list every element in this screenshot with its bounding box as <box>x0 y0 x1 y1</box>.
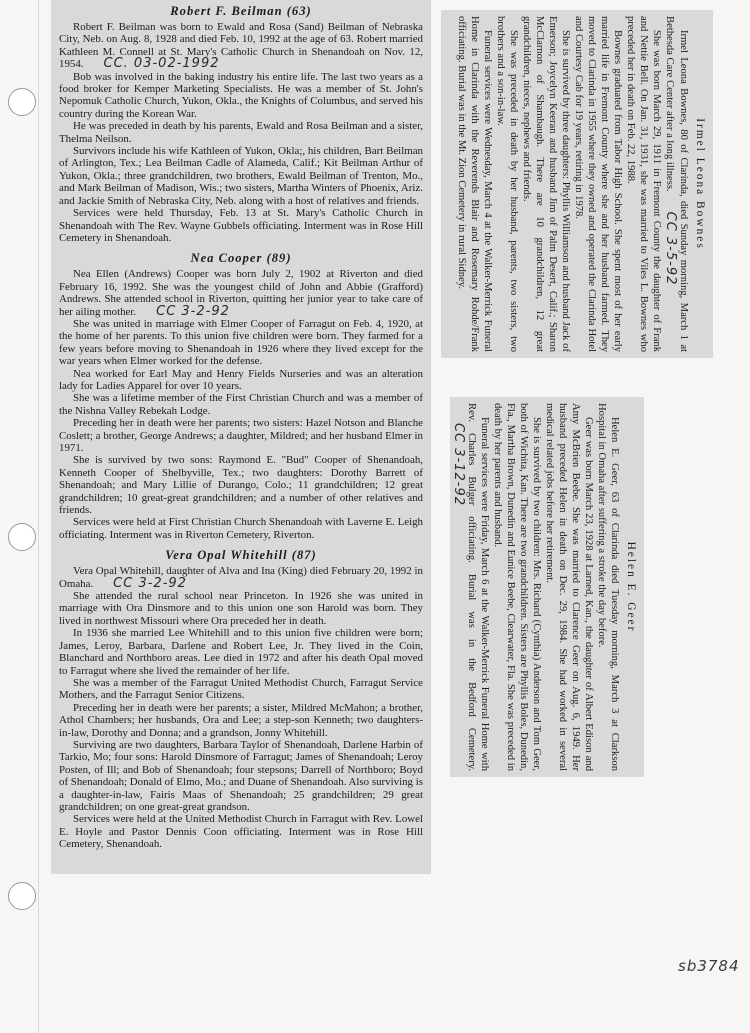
obituary-paragraph: She is survived by three daughters: Phyllis Williamson and husband Jack of Emerson; Joycelyn Keeran and husband Jim of Palm Desert, Calif.; Sharon McClarnon of Shambaugh. There are 10 grandchildren, 12 great grandchildren, nieces, nephews and friends. <box>521 16 571 352</box>
rotated-clipping-body <box>450 397 644 777</box>
obituary-paragraph <box>451 403 491 771</box>
handwritten-date-note: CC 3-2-92 <box>156 303 230 319</box>
obituary-paragraph: Bownes graduated from Tabor High School. She spent most of her early married life in Fremont County where she and her husband farmed. They moved to Clarinda in 1955 where they owned and operated the Clarinda Hotel and Courtesy Cab for 19 years, retiring in 1978. <box>573 16 623 352</box>
paragraph-text: Vera Opal Whitehill, daughter of Alva and Ina (King) died February 20, 1992 in Omaha. <box>59 565 423 590</box>
binder-hole-bottom <box>8 882 36 910</box>
paragraph-text: Irmel Leona Bownes, 80 of Clarinda, died Sunday morning, March 1 at Bethesda Care Center after a long illness. <box>664 16 689 352</box>
obituary-paragraph: She is survived by two children: Mrs. Richard (Cynthia) Anderson and Tom Geer, both of Wichita, Kan. There are two grandchildren. Sisters are Phyllis Boles, Dunedin, Fla., Martha Brown, Dunedin and Eunice Beebe, Clearwater, Fla. She was preceded in death by her parents and husband. <box>492 403 542 771</box>
obituary-paragraph: She was a member of the Farragut United Methodist Church, Farragut Service Mothers, and the Farragut Senior Citizens. <box>59 676 423 702</box>
obituary-paragraph: Services were held Thursday, Feb. 13 at St. Mary's Catholic Church in Shenandoah with The Rev. Wayne Gubbels officiating. Interment was in Rose Hill Cemetery in Shenandoah. <box>59 207 423 244</box>
paragraph-text: Funeral services were Friday, March 6 at the Walker-Merrick Funeral Home with Rev. Charles Bulger officiating. Burial was in the Bedford Cemetery. <box>466 403 490 771</box>
obituary-paragraph: Geer was born March 23, 1928 at Larned, Kan., the daughter of Albert Edison and Amy McBrien Beebe. She was married to Clarence Geer on Aug. 6, 1949. Her husband preceded Helen in death on Dec. 29, 1984. She had worked in several medical related jobs before her retirement. <box>544 403 594 771</box>
binder-hole-top <box>8 88 36 116</box>
obituary-paragraph: She is survived by two sons: Raymond E. "Bud" Cooper of Shenandoah, Kenneth Cooper of Shelbyville, Tex.; two daughters: Dorothy Barrett of Shenandoah; and Mary Lillie of Durango, Colo.; 11 grandchildren; 12 great grandchildren; 10 great-great grandchildren; and a number of other relatives and friends. <box>59 454 423 517</box>
page-edge <box>38 0 39 1033</box>
obituary-paragraph: Helen E. Geer, 63 of Clarinda died Tuesday morning, March 3 at Clarkson Hospital in Omaha after suffering a stroke the day before. <box>596 403 620 771</box>
obituary-title-beilman: Robert F. Beilman (63) <box>170 4 312 18</box>
rotated-clipping-body <box>441 10 713 358</box>
handwritten-date-note: CC 3-5-92 <box>663 211 678 286</box>
handwritten-date-note: CC 3-2-92 <box>113 575 187 591</box>
obituary-paragraph: Surviving are two daughters, Barbara Taylor of Shenandoah, Darlene Harbin of Tarkio, Mo; four sons: Harold Dinsmore of Farragut; James of Shenandoah; Leroy Posten, of Ill; and Bob of Shenandoah; four stepsons; Darrell of Northboro; Boyd of Shenandoah; Donald of Elmo, Mo.; and Duane of Shenandoah. Also surviving is a daughter-in-law, Fairis Maas of Shenandoah; 25 grandchildren; 29 great grandchildren; on one great-great grandson. <box>59 738 423 813</box>
obituary-title-whitehill: Vera Opal Whitehill (87) <box>165 548 317 563</box>
obituary-cooper <box>59 251 423 541</box>
obituary-paragraph <box>59 268 423 318</box>
obituary-paragraph: Nea worked for Earl May and Henry Fields Nurseries and was an alteration lady for Ladies Apparel for over 10 years. <box>59 367 423 392</box>
handwritten-date-note: CC 3-12-92 <box>451 423 466 507</box>
obituary-paragraph: Services were held at the United Methodist Church in Farragut with Rev. Lowel E. Hoyle and Pastor Dennis Coon officiating. Interment was in Rose Hill Cemetery, Shenandoah. <box>59 813 423 851</box>
obituary-beilman <box>59 4 423 244</box>
obituary-paragraph: In 1936 she married Lee Whitehill and to this union five children were born; James, Leroy, Barbara, Darlene and Robert Lee, Jr. They lived in the Coin, Blanchard and Northboro areas. Lee died in 1972 and after his death Opal moved to Farragut where she lived the remainder of her life. <box>59 627 423 677</box>
obituary-paragraph <box>59 21 423 71</box>
obituary-clipping-bownes <box>441 10 713 358</box>
obituary-paragraph: She was preceded in death by her husband, parents, two sisters, two brothers and a son-in-law. <box>495 16 519 352</box>
obituary-paragraph: She attended the rural school near Princeton. In 1926 she was united in marriage with Ora Dinsmore and to this union one son Harold was born. They lived in northwest Missouri where Ora preceded her in death. <box>59 590 423 627</box>
obituary-paragraph <box>59 565 423 590</box>
obituary-paragraph: Survivors include his wife Kathleen of Yukon, Okla;, his children, Bart Beilman of Arlington, Tex.; Lea Beilman Cadle of Alameda, Calif.; Kit Beilman Arthur of Yukon, Okla.; three grandchildren, two brothers, Ewald Beilman of Trenton, Mo., and Mark Beilman of Madison, Wis.; two sisters, Martha Winters of Phoenix, Ariz. and Jackie Smith of Nebraska City, Neb. along with a host of relatives and friends. <box>59 145 423 207</box>
obituary-title-bownes: Irmel Leona Bownes <box>694 118 706 250</box>
obituary-clipping-left <box>51 0 431 874</box>
obituary-paragraph: Preceding her in death were her parents; two sisters: Hazel Notson and Blanche Coslett; a brother, George Andrews; a daughter, Mildred; and her husband Elmer in 1971. <box>59 417 423 454</box>
obituary-paragraph: Services were held at First Christian Church Shenandoah with Laverne E. Leigh officiating. Interment was in Riverton Cemetery, Riverton. <box>59 516 423 541</box>
obituary-paragraph: She was born March 29, 1911 in Fremont County the daughter of Frank and Nettie Bell. On Jan. 31, 1931, she was married to Viles L. Bownes who preceded her in death on Feb. 22, 1988. <box>625 16 662 352</box>
obituary-paragraph: She was united in marriage with Elmer Cooper of Farragut on Feb. 4, 1920, at the home of her parents. To this union five children were born. They farmed for a few years before moving to Shenandoah in 1926 where they lived except for the war years when Elmer worked for the defense. <box>59 317 423 368</box>
binder-hole-middle <box>8 523 36 551</box>
obituary-paragraph: Preceding her in death were her parents; a sister, Mildred McMahon; a brother, Athol Chambers; her husbands, Ora and Lee; a step-son Kenneth; two daughters-in-law, Dorothy and Donna; and a grandson, Jonny Whitehill. <box>59 701 423 739</box>
archive-reference-code: sb3784 <box>678 957 740 975</box>
paragraph-text: Robert F. Beilman was born to Ewald and Rosa (Sand) Beilman of Nebraska City, Neb. on Aug. 8, 1928 and died Feb. 10, 1992 at the age of 63. Robert married Kathleen M. Connell at St. Mary's Catholic Church in Shenandoah on Nov. 12, 1954. <box>59 21 423 71</box>
obituary-paragraph <box>663 16 690 352</box>
obituary-paragraph: Bob was involved in the baking industry his entire life. The last two years as a food broker for Kemper Marketing Specialists. He was a member of St. John's Nepomuk Catholic Church, Yukon, Okla., the Knights of Columbus, and served his country during the Korean War. <box>59 70 423 120</box>
obituary-paragraph: She was a lifetime member of the First Christian Church and was a member of the Nishna Valley Rebekah Lodge. <box>59 392 423 417</box>
handwritten-date-note: CC. 03-02-1992 <box>103 56 220 72</box>
obituary-paragraph: He was preceded in death by his parents, Ewald and Rosa Beilman and a sister, Thelma Neilson. <box>59 120 423 145</box>
obituary-title-cooper: Nea Cooper (89) <box>190 251 292 266</box>
obituary-whitehill <box>59 548 423 850</box>
obituary-paragraph: Funeral services were Wednesday, March 4 at the Walker-Merrick Funeral Home in Clarinda with the Reverends Blair and Rosemary Rohde/Frank officiating. Burial was in the Mt. Zion Cemetery in rural Sidney. <box>456 16 493 352</box>
paragraph-text: Nea Ellen (Andrews) Cooper was born July 2, 1902 at Riverton and died February 16, 1992. She was the youngest child of John and Abbie (Grafford) Andrews. She attended school in Riverton, quitting her junior year to take care of her ailing mother. <box>59 268 423 318</box>
obituary-clipping-geer <box>450 397 644 777</box>
obituary-title-geer: Helen E. Geer <box>625 541 637 633</box>
